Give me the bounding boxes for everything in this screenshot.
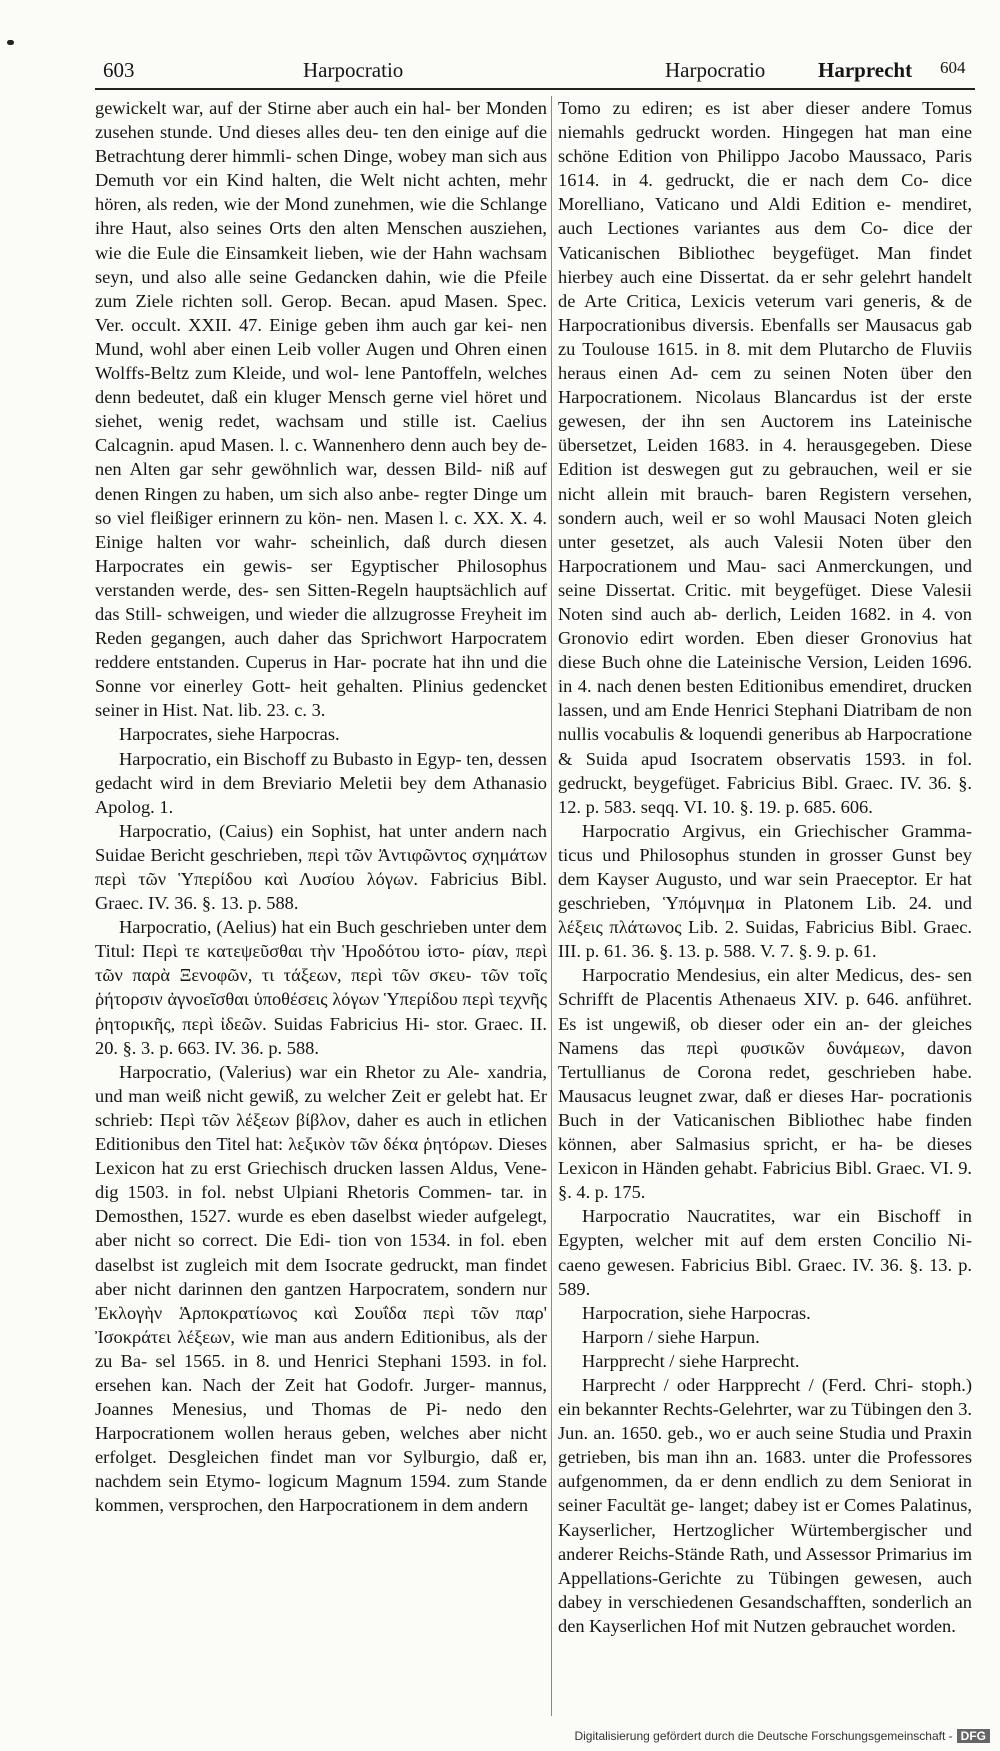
running-head-right: Harprecht <box>818 58 913 82</box>
entry-harpocratio-naucratites: Harpocratio Naucratites, war ein Bischoff in Egypten, welcher mit auf dem ersten Concilio Ni- caeno gewesen. Fabricius Bibl. Graec. IV. 36. §. 13. p. 589. <box>558 1206 972 1299</box>
left-column <box>95 96 547 1518</box>
entry-harprecht: Harprecht / oder Harpprecht / (Ferd. Chri- stoph.) ein bekannter Rechts-Gelehrter, war zu Tübingen den 3. Jun. an. 1650. geb., wo er auch seine Studia und Praxin getrieben, bis man ihn an. 1683. unter die Professores aufgenommen, da er denn endlich zu dem Seniorat in seiner Facultät ge- langet; dabey ist er Comes Palatinus, Kayserlicher, Hertzoglicher Würtembergischer und anderer Reichs-Stände Rath, und Assessor Primarius im Appellations-Gerichte zu Tübingen gewesen, auch dabey in verschiedenen Gesandschafften, sonderlich an den Kayserlichen Hof mit Nutzen gebrauchet worden. <box>558 1374 972 1636</box>
entry-harpocrates-see: Harpocrates, siehe Harpocras. <box>119 724 340 745</box>
dfg-logo: DFG <box>957 1729 990 1743</box>
entry-harpocration-see: Harpocration, siehe Harpocras. <box>582 1302 811 1323</box>
right-column <box>558 96 972 1638</box>
entry-harpocratio-argivus: Harpocratio Argivus, ein Griechischer Gramma- ticus und Philosophus stunden in grosser Gunst bey dem Kayser Augusto, und war sein Praeceptor. Er hat geschrieben, Ὑπόμνημα in Platonem Lib. 24. und λέξεις πλάτωνος Lib. 2. Suidas, Fabricius Bibl. Graec. III. p. 61. 36. §. 13. p. 588. V. 7. §. 9. p. 61. <box>558 820 972 962</box>
margin-ink-mark <box>7 40 14 45</box>
entry-harpocratio-aelius: Harpocratio, (Aelius) hat ein Buch geschrieben unter dem Titul: Περὶ τε κατεψεῦσθαι τὴν Ἡροδότου ἱστο- ρίαν, περὶ τῶν παρὰ Ξενοφῶν, τι τάξεων, περὶ τῶν σκευ- τῶν τοῖς ῥήτορσιν ἀγνοεῖσθαι ὑποθέσεις λόγων Ὑπερίδου περὶ τεχνῆς ῥητορικῆς, περὶ ἰδεῶν. Suidas Fabricius Hi- stor. Graec. II. 20. §. 3. p. 663. IV. 36. p. 588. <box>95 917 547 1058</box>
entry-harpocratio-caius: Harpocratio, (Caius) ein Sophist, hat unter andern nach Suidae Bericht geschrieben, περὶ τῶν Ἀντιφῶντος σχημάτων περὶ τῶν Ὑπερίδου καὶ Λυσίου λόγων. Fabricius Bibl. Graec. IV. 36. §. 13. p. 588. <box>95 820 547 914</box>
entry-harpocratio-valerius: Harpocratio, (Valerius) war ein Rhetor zu Ale- xandria, und man weiß nicht gewiß, zu welcher Zeit er gelebt hat. Er schrieb: Περὶ τῶν λέξεων βίβλον, daher es auch in etlichen Editionibus den Titel hat: λεξικὸν τῶν δέκα ῥητόρων. Dieses Lexicon hat zu erst Griechisch drucken lassen Aldus, Vene- dig 1503. in fol. nebst Ulpiani Rhetoris Commen- tar. in Demosthen, 1527. wurde es eben daselbst wieder aufgelegt, aber nicht so correct. Die Edi- tion von 1534. in fol. eben daselbst ist zugleich mit dem Isocrate gedruckt, man findet aber nicht darinnen den gantzen Harpocratem, sondern nur Ἐκλογὴν Ἁρποκρατίωνος καὶ Σουΐδα περὶ τῶν παρ' Ἰσοκράτει λέξεων, wie man aus andern Editionibus, als der zu Ba- sel 1565. in 8. und Henrici Stephani 1593. in fol. ersehen kan. Nach der Zeit hat Godofr. Jurger- mannus, Joannes Menesius, und Thomas de Pi- nedo den Harpocrationem wollen heraus geben, welches aber nicht erfolget. Desgleichen findet man vor Sylburgio, daß er, nachdem sein Etymo- logicum Magnum 1594. zum Stande kommen, versprochen, den Harpocrationem in dem andern <box>95 1061 547 1516</box>
running-head-left: Harpocratio <box>303 58 404 82</box>
entry-harpprecht-see: Harpprecht / siehe Harprecht. <box>582 1350 800 1371</box>
entry-harporn-see: Harporn / siehe Harpun. <box>582 1326 760 1347</box>
running-head-center: Harpocratio <box>665 58 766 82</box>
header-rule <box>95 88 975 90</box>
page-number-left: 603 <box>103 58 135 82</box>
digitization-footer <box>574 1729 990 1743</box>
column-divider <box>551 96 552 1716</box>
entry-harpocrates-continued: gewickelt war, auf der Stirne aber auch ein hal- ber Monden zusehen stunde. Und dieses alles deu- ten den einige auf die Betrachtung derer himmli- schen Dinge, wobey man sich aus Demuth vor ein Kind halten, die Welt nicht achten, mehr hören, als reden, wie der Mond zunehmen, wie die Schlange ihre Haut, also seines Orts den alten Menschen ausziehen, wie die Eule die Einsamkeit lieben, wie der Hahn wachsam seyn, und also alle seine Gedancken dahin, wie die Pfeile zum Ziele richten soll. Gerop. Becan. apud Masen. Spec. Ver. occult. XXII. 47. Einige geben ihm auch gar kei- nen Mund, wohl aber einen Leib voller Augen und Ohren einen Wolffs-Beltz zum Kleide, und wol- lene Pantoffeln, welches denn bedeutet, daß ein kluger Mensch gerne viel höret und siehet, wenig redet, wachsam und stille ist. Caelius Calcagnin. apud Masen. l. c. Wannenhero denn auch bey de- nen Alten gar sehr gewöhnlich war, dessen Bild- niß auf denen Ringen zu haben, um sich also anbe- regter Dinge um so viel fleißiger erinnern zu kön- nen. Masen l. c. XX. X. 4. Einige halten vor wahr- scheinlich, daß durch diesen Harpocrates ein gewis- ser Egyptischer Philosophus verstanden werde, des- sen Sitten-Regeln hauptsächlich auf das Still- schweigen, und wieder die allzugrosse Freyheit im Reden gegangen, auch daher das Sprichwort Harpocratem reddere entstanden. Cuperus in Har- pocrate hat ihn und die Sonne vor einerley Gott- heit gehalten. Plinius gedencket seiner in Hist. Nat. lib. 23. c. 3. <box>95 98 547 721</box>
entry-harpocratio-bishop: Harpocratio, ein Bischoff zu Bubasto in Egyp- ten, dessen gedacht wird in dem Breviario Meletii bey dem Athanasio Apolog. 1. <box>95 748 547 817</box>
footer-text: Digitalisierung gefördert durch die Deutsche Forschungsgemeinschaft - <box>574 1729 953 1743</box>
entry-valerius-continued: Tomo zu ediren; es ist aber dieser andere Tomus niemahls gedruckt worden. Hingegen hat man eine schöne Edition von Philippo Jacobo Maussaco, Paris 1614. in 4. gedruckt, die er nach dem Co- dice Morelliano, Vaticano und Aldi Edition e- mendiret, auch Lectiones variantes aus dem Co- dice der Vaticanischen Bibliothec beygefüget. Man findet hierbey auch eine Dissertat. da er sehr gelehrt handelt de Arte Critica, Lexicis veterum vari generis, & de Harpocrationibus diversis. Ebenfalls ser Mausacus gab zu Toulouse 1615. in 8. mit dem Plutarcho de Fluviis heraus einen Ad- cem zu seinen Noten über den Harpocrationem. Nicolaus Blancardus ist der erste gewesen, der ihn sen Auctorem ins Lateinische übersetzet, Leiden 1683. in 4. herausgegeben. Diese Edition ist deswegen gut zu gebrauchen, weil er sie nicht allein mit brauch- baren Registern versehen, sondern auch, weil er so wohl Mausaci Noten gleich unter gesetzet, als auch Valesii Noten über den Harpocrationem und Mau- saci Anmerckungen, und seine Dissertat. Critic. mit beygefüget. Diese Valesii Noten sind auch ab- derlich, Leiden 1682. in 4. von Gronovio edirt worden. Eben dieser Gronovius hat diese Buch ohne die Lateinische Version, Leiden 1696. in 4. nach denen besten Editionibus emendiret, drucken lassen, und am Ende Henrici Stephani Diatribam de non nullis vocabulis & loquendi generibus ab Harpocratione & Suida apud Isocratem observatis 1593. in fol. gedruckt, beygefüget. Fabricius Bibl. Graec. IV. 36. §. 12. p. 583. seqq. VI. 10. §. 19. p. 685. 606. <box>558 98 972 817</box>
page-number-right: 604 <box>940 58 966 77</box>
entry-harpocratio-mendesius: Harpocratio Mendesius, ein alter Medicus, des- sen Schrifft de Placentis Athenaeus XIV. p. 646. anführet. Es ist ungewiß, ob dieser oder ein an- der gleiches Namens das περὶ φυσικῶν δυνάμεων, davon Tertullianus de Corona redet, geschrieben habe. Mausacus leugnet zwar, daß er dieses Har- pocrationis Buch in der Vaticanischen Bibliothec habe finden können, aber Salmasius spricht, er ha- be dieses Lexicon in Händen gehabt. Fabricius Bibl. Graec. VI. 9. §. 4. p. 175. <box>558 965 972 1203</box>
